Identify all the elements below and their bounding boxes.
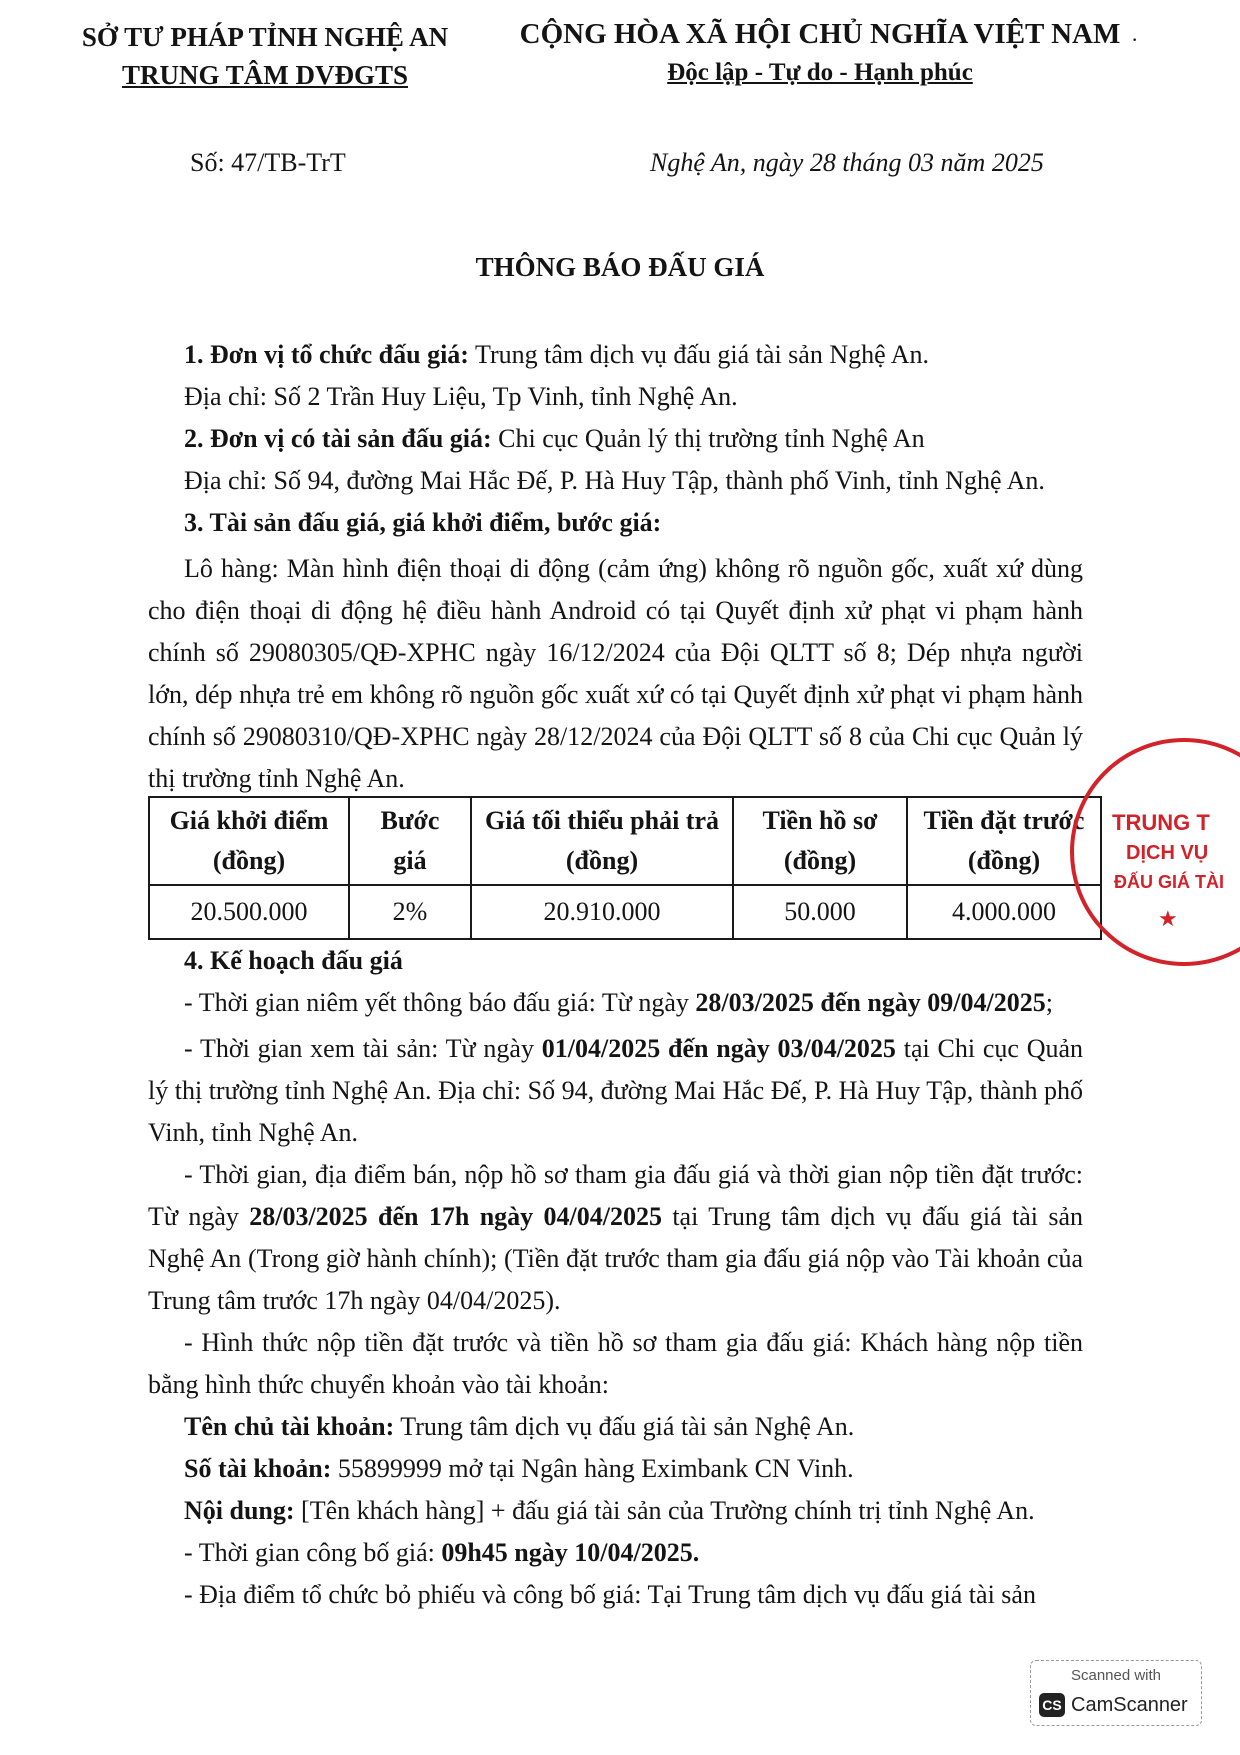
page-title: THÔNG BÁO ĐẤU GIÁ <box>475 252 765 282</box>
section-3-heading: 3. Tài sản đấu giá, giá khởi điểm, bước giá: <box>184 508 662 537</box>
section-2-line <box>184 422 925 456</box>
issuing-agency <box>60 18 470 94</box>
section-2-address: Địa chỉ: Số 94, đường Mai Hắc Đế, P. Hà Huy Tập, thành phố Vinh, tỉnh Nghệ An. <box>184 466 1045 495</box>
dossier-fee: 50.000 <box>733 885 907 939</box>
table-header: Tiền hồ sơ (đồng) <box>733 797 907 885</box>
document-date: Nghệ An, ngày 28 tháng 03 năm 2025 <box>650 148 1044 177</box>
section-1-heading: 1. Đơn vị tổ chức đấu giá: <box>184 340 469 369</box>
bullet-price-announcement: - Thời gian công bố giá: 09h45 ngày 10/04/2025. <box>184 1538 700 1567</box>
bid-step: 2% <box>349 885 471 939</box>
national-header <box>500 14 1140 92</box>
table-header-row <box>149 797 1101 885</box>
agency-line-2: TRUNG TÂM DVĐGTS <box>121 60 409 90</box>
auction-price-table <box>148 796 1102 940</box>
camscanner-badge: Scanned with CS CamScanner <box>1030 1660 1202 1726</box>
star-icon: ★ <box>1158 906 1178 931</box>
deposit: 4.000.000 <box>907 885 1101 939</box>
starting-price: 20.500.000 <box>149 885 349 939</box>
bullet-venue: - Địa điểm tổ chức bỏ phiếu và công bố giá: Tại Trung tâm dịch vụ đấu giá tài sản <box>184 1580 1036 1609</box>
dot-mark: · <box>1132 32 1138 49</box>
table-header: Tiền đặt trước (đồng) <box>907 797 1101 885</box>
section-2-value: Chi cục Quản lý thị trường tỉnh Nghệ An <box>491 424 925 453</box>
asset-description: Lô hàng: Màn hình điện thoại di động (cảm ứng) không rõ nguồn gốc, xuất xứ dùng cho điện thoại di động hệ điều hành Android có tại Quyết định xử phạt vi phạm hành chính số 29080305/QĐ-XPHC ngày 16/12/2024 của Đội QLTT số 8; Dép nhựa người lớn, dép nhựa trẻ em không rõ nguồn gốc xuất xứ có tại Quyết định xử phạt vi phạm hành chính số 29080310/QĐ-XPHC ngày 28/12/2024 của Đội QLTT số 8 của Chi cục Quản lý thị trường tỉnh Nghệ An. <box>148 554 1083 793</box>
table-row <box>149 885 1101 939</box>
table-header: Bước giá <box>349 797 471 885</box>
section-1-address: Địa chỉ: Số 2 Trần Huy Liệu, Tp Vinh, tỉnh Nghệ An. <box>184 382 738 411</box>
section-2-heading: 2. Đơn vị có tài sản đấu giá: <box>184 424 492 453</box>
camscanner-logo-icon: CS <box>1039 1693 1065 1717</box>
bullet-payment-method: - Hình thức nộp tiền đặt trước và tiền hồ sơ tham gia đấu giá: Khách hàng nộp tiền bằng hình thức chuyển khoản vào tài khoản: <box>148 1328 1083 1399</box>
table-header: Giá khởi điểm (đồng) <box>149 797 349 885</box>
bullet-posting-period: - Thời gian niêm yết thông báo đấu giá: Từ ngày 28/03/2025 đến ngày 09/04/2025; <box>184 988 1053 1017</box>
section-1-line <box>184 338 929 372</box>
document-number: Số: 47/TB-TrT <box>190 148 346 177</box>
minimum-price: 20.910.000 <box>471 885 733 939</box>
agency-line-1: SỞ TƯ PHÁP TỈNH NGHỆ AN <box>81 22 449 52</box>
table-header: Giá tối thiểu phải trả (đồng) <box>471 797 733 885</box>
red-stamp: TRUNG T DỊCH VỤ ĐẤU GIÁ TÀI ★ <box>1070 738 1240 966</box>
bullet-viewing-period: - Thời gian xem tài sản: Từ ngày 01/04/2025 đến ngày 03/04/2025 tại Chi cục Quản lý thị trường tỉnh Nghệ An. Địa chỉ: Số 94, đường Mai Hắc Đế, P. Hà Huy Tập, thành phố Vinh, tỉnh Nghệ An. <box>148 1034 1084 1147</box>
section-4-heading: 4. Kế hoạch đấu giá <box>184 946 403 975</box>
motto: Độc lập - Tự do - Hạnh phúc <box>667 59 973 86</box>
bullet-application-period: - Thời gian, địa điểm bán, nộp hồ sơ tham gia đấu giá và thời gian nộp tiền đặt trước: Từ ngày 28/03/2025 đến 17h ngày 04/04/2025 tại Trung tâm dịch vụ đấu giá tài sản Nghệ An (Trong giờ hành chính); (Tiền đặt trước tham gia đấu giá nộp vào Tài khoản của Trung tâm trước 17h ngày 04/04/2025). <box>148 1160 1084 1315</box>
section-1-value: Trung tâm dịch vụ đấu giá tài sản Nghệ An. <box>468 340 929 369</box>
account-name-line: Tên chủ tài khoản: Trung tâm dịch vụ đấu giá tài sản Nghệ An. <box>184 1412 855 1441</box>
transfer-content-line: Nội dung: [Tên khách hàng] + đấu giá tài sản của Trường chính trị tỉnh Nghệ An. <box>184 1496 1035 1525</box>
nation-name: CỘNG HÒA XÃ HỘI CHỦ NGHĨA VIỆT NAM <box>519 18 1121 50</box>
account-number-line: Số tài khoản: 55899999 mở tại Ngân hàng Eximbank CN Vinh. <box>184 1454 854 1483</box>
